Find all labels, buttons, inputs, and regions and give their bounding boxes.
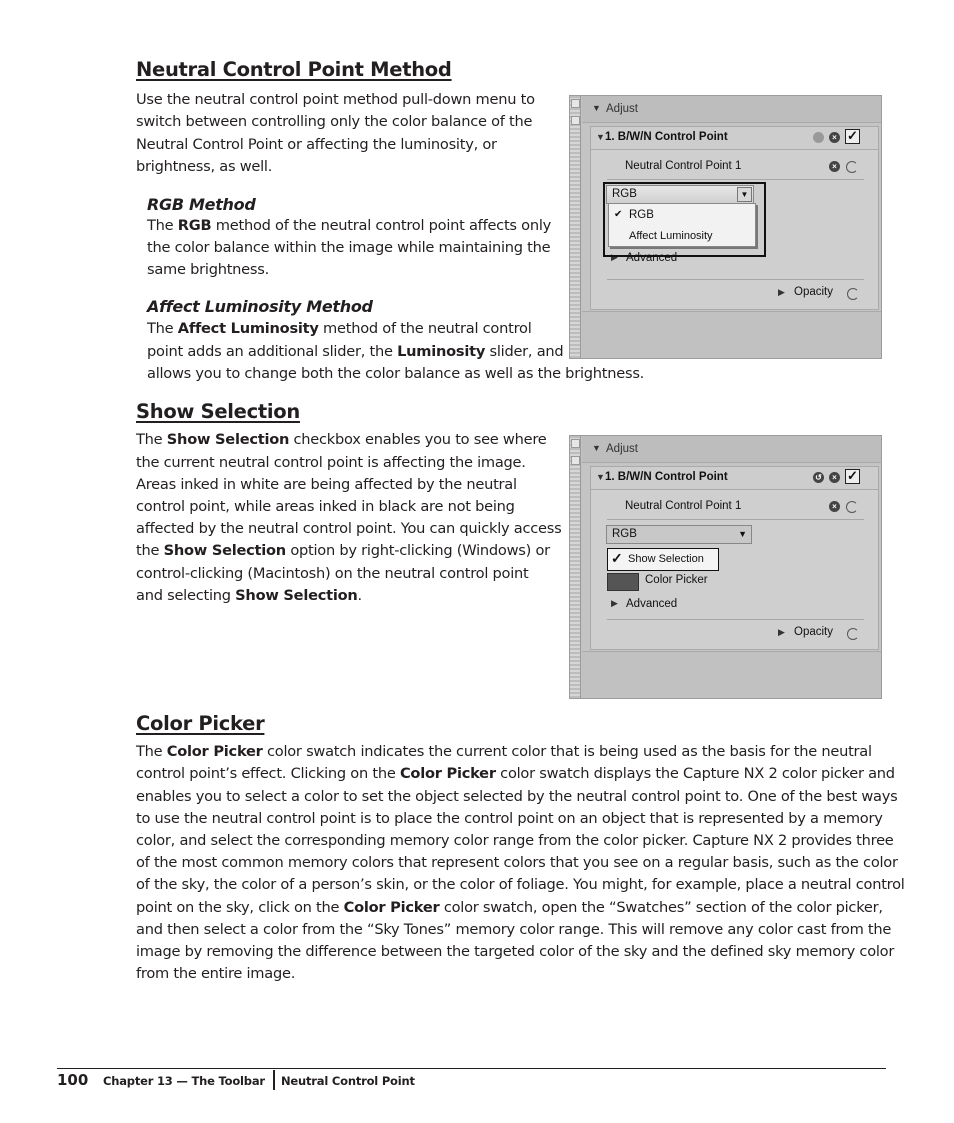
method-dropdown-value: RGB: [612, 188, 637, 200]
rgb-line-1: The RGB method of the neutral control point affects only: [147, 217, 552, 234]
step-header[interactable]: [591, 127, 878, 150]
panel-grip-strip: [570, 436, 581, 698]
color-picker-line-11: from the entire image.: [136, 965, 296, 982]
method-dropdown[interactable]: [606, 525, 752, 544]
reset-icon[interactable]: ↺: [813, 472, 824, 483]
delete-point-icon[interactable]: ×: [829, 501, 840, 512]
show-sel-line-8: and selecting Show Selection.: [136, 587, 362, 604]
color-picker-line-7: of the sky, the color of a person’s skin, or the color of foliage. You might, for example, place a neutral control: [136, 876, 905, 893]
show-point-toggle-icon[interactable]: [846, 501, 858, 513]
opacity-label[interactable]: Opacity: [794, 626, 833, 638]
show-point-toggle-icon[interactable]: [846, 161, 858, 173]
dropdown-arrow-icon[interactable]: ▼: [738, 529, 747, 539]
footer-chapter: Chapter 13 — The Toolbar: [103, 1074, 265, 1088]
control-point-step: [590, 466, 879, 650]
delete-step-icon[interactable]: ×: [829, 472, 840, 483]
menu-check-icon: ✔: [614, 209, 623, 220]
footer-section: Neutral Control Point: [281, 1074, 415, 1088]
adjust-label: Adjust: [606, 103, 638, 115]
color-picker-label[interactable]: Color Picker: [645, 574, 708, 586]
method-dropdown-value: RGB: [612, 528, 637, 540]
show-sel-line-4: control point, while areas inked in black are not being: [136, 498, 515, 515]
lum-line-1: The Affect Luminosity method of the neutral control: [147, 320, 532, 337]
capture-nx-adjust-panel-show-selection: [569, 435, 882, 699]
lum-line-3: allows you to change both the color balance as well as the brightness.: [147, 365, 645, 382]
footer-rule: [57, 1068, 886, 1069]
advanced-triangle-icon[interactable]: ▶: [611, 252, 618, 262]
color-picker-line-6: of the most common memory colors that represent colors that you see on a regular basis, such as the color: [136, 854, 898, 871]
panel-grip-strip: [570, 96, 581, 358]
opacity-indicator-icon[interactable]: [847, 288, 859, 300]
advanced-triangle-icon[interactable]: ▶: [611, 598, 618, 608]
expand-triangle-icon[interactable]: ▼: [596, 472, 605, 482]
collapse-triangle-icon[interactable]: ▼: [592, 443, 601, 453]
intro-line-4: brightness, as well.: [136, 158, 273, 175]
intro-line-3: Neutral Control Point or affecting the luminosity, or: [136, 136, 497, 153]
control-point-name: Neutral Control Point 1: [625, 160, 742, 172]
step-header[interactable]: [591, 467, 878, 490]
advanced-label[interactable]: Advanced: [626, 252, 678, 264]
opacity-triangle-icon[interactable]: ▶: [778, 287, 785, 297]
expand-triangle-icon[interactable]: ▼: [596, 132, 605, 142]
menu-item-affect-luminosity[interactable]: Affect Luminosity: [629, 230, 713, 242]
step-title: 1. B/W/N Control Point: [605, 471, 728, 483]
color-picker-swatch[interactable]: [607, 573, 639, 591]
color-picker-line-10: image by removing the difference between the targeted color of the sky and the defined sky memory color: [136, 943, 895, 960]
show-sel-line-2: the current neutral control point is affecting the image.: [136, 454, 526, 471]
control-point-name: Neutral Control Point 1: [625, 500, 742, 512]
opacity-triangle-icon[interactable]: ▶: [778, 627, 785, 637]
color-picker-line-8: point on the sky, click on the Color Picker color swatch, open the “Swatches” section of the color picker,: [136, 899, 883, 916]
opacity-indicator-icon[interactable]: [847, 628, 859, 640]
footer-divider: [273, 1070, 275, 1090]
page-number: 100: [57, 1071, 89, 1089]
adjust-section-bar[interactable]: [582, 436, 881, 463]
lum-line-2: point adds an additional slider, the Luminosity slider, and: [147, 343, 564, 360]
opacity-label[interactable]: Opacity: [794, 286, 833, 298]
delete-step-icon[interactable]: ×: [829, 132, 840, 143]
section-heading-color-picker: Color Picker: [136, 712, 265, 735]
show-selection-checkbox[interactable]: [607, 548, 719, 571]
show-sel-line-7: control-clicking (Macintosh) on the neutral control point: [136, 565, 529, 582]
color-picker-line-1: The Color Picker color swatch indicates the current color that is being used as the basis for the neutral: [136, 743, 872, 760]
intro-line-1: Use the neutral control point method pull-down menu to: [136, 91, 535, 108]
color-picker-line-4: to use the neutral control point is to place the control point on an object that is represented by a memory: [136, 810, 883, 827]
adjust-label: Adjust: [606, 443, 638, 455]
menu-item-rgb[interactable]: RGB: [629, 209, 654, 221]
capture-nx-adjust-panel-method-menu: [569, 95, 882, 359]
section-heading-show-selection: Show Selection: [136, 400, 300, 423]
panel-empty-area: [582, 651, 881, 698]
color-picker-line-3: enables you to select a color to set the object selected by the neutral control point to. One of the best ways: [136, 788, 898, 805]
subheading-affect-luminosity-method: Affect Luminosity Method: [147, 297, 373, 316]
show-sel-line-1: The Show Selection checkbox enables you to see where: [136, 431, 547, 448]
adjust-section-bar[interactable]: [582, 96, 881, 123]
panel-empty-area: [582, 311, 881, 358]
delete-point-icon[interactable]: ×: [829, 161, 840, 172]
show-sel-line-3: Areas inked in white are being affected by the neutral: [136, 476, 517, 493]
reset-icon[interactable]: [813, 132, 824, 143]
dropdown-arrow-icon[interactable]: ▼: [737, 187, 752, 202]
step-enable-checkbox[interactable]: ✓: [845, 469, 860, 484]
show-sel-line-6: the Show Selection option by right-clicking (Windows) or: [136, 542, 550, 559]
color-picker-line-5: color, and select the corresponding memory color range from the color picker. Capture NX 2 provides three: [136, 832, 894, 849]
color-picker-line-9: and then select a color from the “Sky Tones” memory color range. This will remove any color cast from the: [136, 921, 892, 938]
advanced-label[interactable]: Advanced: [626, 598, 678, 610]
section-heading-neutral-control-point-method: Neutral Control Point Method: [136, 58, 452, 81]
show-selection-label: Show Selection: [628, 553, 704, 565]
rgb-line-2: the color balance within the image while maintaining the: [147, 239, 551, 256]
intro-line-2: switch between controlling only the color balance of the: [136, 113, 533, 130]
step-title: 1. B/W/N Control Point: [605, 131, 728, 143]
rgb-line-3: same brightness.: [147, 261, 270, 278]
show-sel-line-5: affected by the neutral control point. You can quickly access: [136, 520, 562, 537]
menu-callout-frame: [603, 182, 766, 257]
subheading-rgb-method: RGB Method: [147, 195, 256, 214]
color-picker-line-2: control point’s effect. Clicking on the Color Picker color swatch displays the Capture NX 2 color picker and: [136, 765, 895, 782]
step-enable-checkbox[interactable]: ✓: [845, 129, 860, 144]
show-selection-check-icon: ✓: [611, 550, 623, 566]
collapse-triangle-icon[interactable]: ▼: [592, 103, 601, 113]
